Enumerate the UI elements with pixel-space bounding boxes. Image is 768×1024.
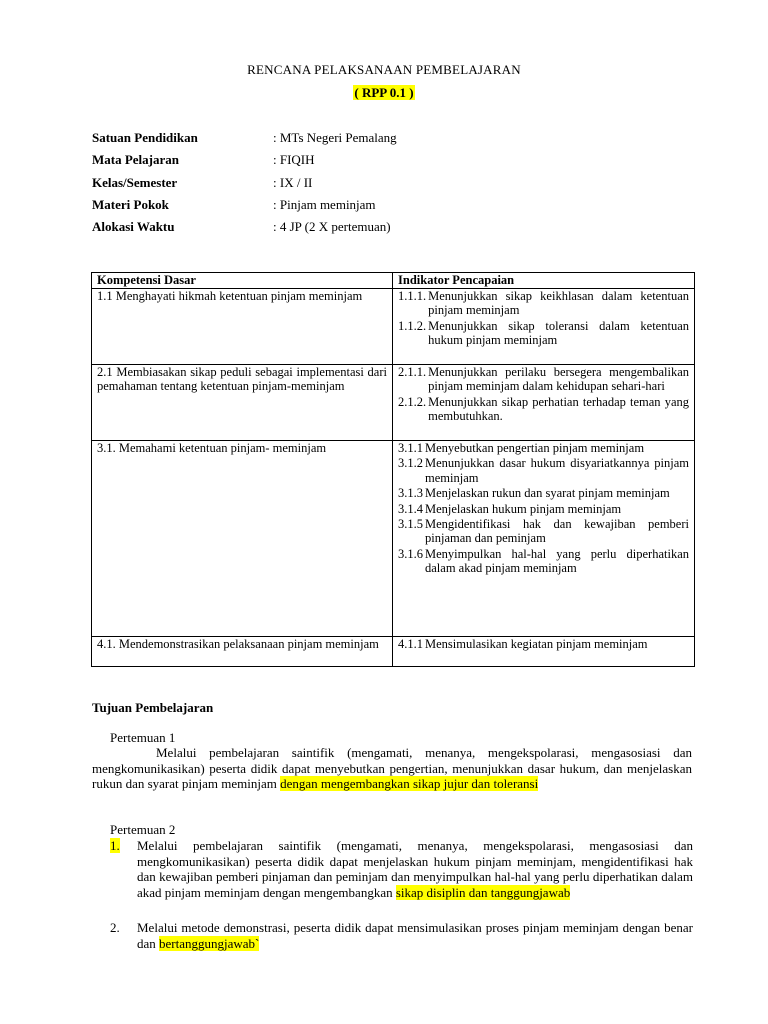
table-row: [92, 637, 695, 667]
table-row: [92, 289, 695, 365]
column-header: Kompetensi Dasar: [92, 273, 393, 289]
indicator-text: Menjelaskan rukun dan syarat pinjam meminjam: [425, 486, 670, 501]
table-row: [92, 441, 695, 637]
indicator-text: Menunjukkan perilaku bersegera mengembalikan pinjam meminjam dalam kehidupan sehari-hari: [428, 365, 689, 394]
pertemuan-1-label: Pertemuan 1: [110, 730, 176, 745]
info-label: Alokasi Waktu: [92, 219, 175, 234]
kd-cell: [92, 637, 393, 667]
indicator-text: Menunjukkan sikap keikhlasan dalam ketentuan pinjam meminjam: [428, 289, 689, 318]
indicator-item: [398, 502, 689, 516]
indicator-text: Menunjukkan sikap perhatian terhadap teman yang membutuhkan.: [428, 394, 689, 424]
indicator-number: 2.1.1.: [398, 365, 427, 379]
list-number-text: 1.: [110, 838, 120, 853]
info-label: Materi Pokok: [92, 197, 169, 212]
indicator-number: 3.1.5: [398, 517, 423, 532]
indicator-text: Menjelaskan hukum pinjam meminjam: [425, 501, 622, 516]
indicator-cell: [393, 365, 695, 441]
indicator-text: Mengidentifikasi hak dan kewajiban pemberi pinjaman dan peminjam: [425, 517, 689, 546]
list-number: [110, 838, 120, 853]
indicator-number: 3.1.4: [398, 501, 423, 516]
kd-cell: [92, 365, 393, 441]
indicator-cell: [393, 441, 695, 637]
info-value: : Pinjam meminjam: [273, 197, 376, 212]
highlighted-text: dengan mengembangkan sikap jujur dan toleransi: [280, 776, 539, 792]
document-subtitle: [0, 85, 768, 100]
indicator-text: Menyebutkan pengertian pinjam meminjam: [425, 441, 645, 455]
indicator-item: [398, 517, 689, 546]
highlighted-text: sikap disiplin dan tanggungjawab: [395, 884, 571, 900]
indicator-item: [398, 486, 689, 500]
kd-text: 3.1. Memahami ketentuan pinjam- meminjam: [97, 441, 327, 455]
indicator-item: [398, 319, 689, 348]
info-row-alokasi: [92, 219, 692, 235]
info-row-materi: [92, 197, 692, 213]
indicator-item: [398, 456, 689, 485]
kd-text: 4.1. Mendemonstrasikan pelaksanaan pinjam meminjam: [97, 637, 379, 651]
info-value: : IX / II: [273, 175, 313, 190]
document-title: RENCANA PELAKSANAAN PEMBELAJARAN: [247, 62, 521, 77]
indicator-number: 3.1.6: [398, 546, 423, 561]
indicator-number: 2.1.2.: [398, 394, 427, 409]
indicator-text: Menunjukkan dasar hukum disyariatkannya pinjam meminjam: [425, 456, 689, 485]
indicator-text: Menyimpulkan hal-hal yang perlu diperhatikan dalam akad pinjam meminjam: [425, 546, 689, 576]
table-header-row: [92, 273, 695, 289]
list-number: 2.: [110, 920, 120, 935]
pertemuan-2-item: [137, 920, 693, 951]
indicator-number: 3.1.3: [398, 486, 423, 501]
indicator-item: [398, 365, 689, 394]
indicator-number: 3.1.2: [398, 456, 423, 471]
info-value: : FIQIH: [273, 152, 315, 167]
info-label: Mata Pelajaran: [92, 152, 180, 167]
item-text: Melalui pembelajaran saintifik (mengamati, menanya, mengekspolarasi, mengasosiasi dan mengkomunikasikan) peserta didik dapat menjelaskan hukum pinjam meminjam, mengidentifikasi hak dan kewajiban pemberi pinjaman dan peminjam dan menyimpulkan hal-hal yang perlu diperhatikan dalam akad pinjam meminjam dengan mengembangkan: [137, 838, 693, 900]
table-row: [92, 365, 695, 441]
indicator-cell: [393, 637, 695, 667]
kd-text: 1.1 Menghayati hikmah ketentuan pinjam meminjam: [97, 289, 363, 303]
kd-text: 2.1 Membiasakan sikap peduli sebagai implementasi dari pemahaman tentang ketentuan pinjam-meminjam: [97, 365, 387, 394]
indicator-item: [398, 441, 689, 455]
info-value: : 4 JP (2 X pertemuan): [273, 219, 391, 234]
indicator-item: [398, 289, 689, 318]
indicator-number: 3.1.1: [398, 441, 423, 455]
highlighted-text: bertanggungjawab`: [159, 935, 260, 951]
info-label: Kelas/Semester: [92, 175, 178, 190]
pertemuan-2-item: [137, 838, 693, 900]
subtitle-text: ( RPP 0.1 ): [354, 85, 414, 100]
item-text: Melalui metode demonstrasi, peserta didik dapat mensimulasikan proses pinjam meminjam dengan benar dan: [137, 920, 693, 951]
indicator-number: 4.1.1: [398, 637, 423, 651]
info-label: Satuan Pendidikan: [92, 130, 198, 145]
indicator-text: Menunjukkan sikap toleransi dalam ketentuan hukum pinjam meminjam: [428, 318, 689, 348]
info-row-kelas: [92, 175, 692, 191]
info-row-mapel: [92, 152, 692, 168]
indicator-cell: [393, 289, 695, 365]
info-row-satuan: [92, 130, 692, 146]
indicator-item: [398, 395, 689, 424]
kd-cell: [92, 289, 393, 365]
indicator-text: Mensimulasikan kegiatan pinjam meminjam: [425, 637, 648, 651]
indicator-item: [398, 637, 689, 651]
indicator-number: 1.1.2.: [398, 318, 427, 333]
pertemuan-1-paragraph: [92, 745, 692, 792]
column-header: Indikator Pencapaian: [393, 273, 695, 289]
indicator-number: 1.1.1.: [398, 289, 427, 303]
paragraph-text: Melalui pembelajaran saintifik (mengamati, menanya, mengekspolarasi, mengasosiasi dan mengkomunikasikan) peserta didik dapat menyebutkan pengertian, menunjukkan dasar hukum, dan menjelaskan rukun dan syarat pinjam meminjam: [92, 745, 692, 792]
competency-table: [91, 272, 695, 667]
kd-cell: [92, 441, 393, 637]
info-value: : MTs Negeri Pemalang: [273, 130, 397, 145]
indicator-item: [398, 547, 689, 576]
tujuan-heading: Tujuan Pembelajaran: [92, 700, 214, 715]
pertemuan-2-label: Pertemuan 2: [110, 822, 176, 837]
